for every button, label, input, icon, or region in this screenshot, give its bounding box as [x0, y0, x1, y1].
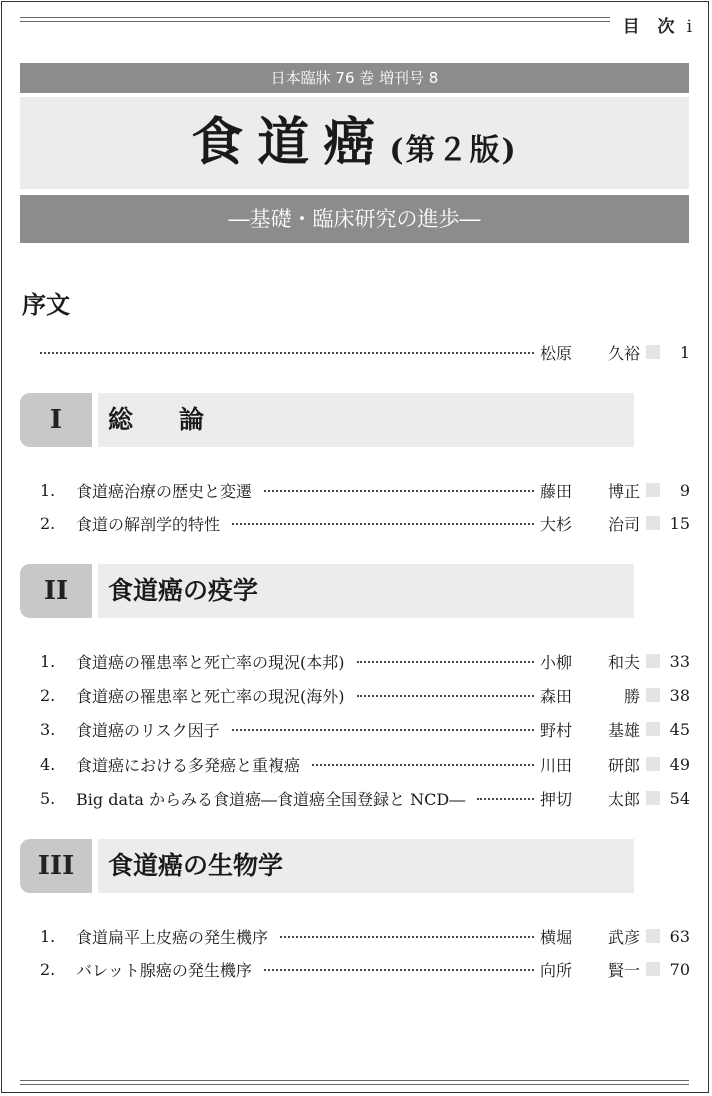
page-numeral: i — [686, 17, 692, 37]
entry-page: 54 — [669, 788, 690, 808]
dot-leader — [264, 968, 534, 971]
entry-number: 2. — [40, 959, 56, 979]
dot-leader — [280, 935, 534, 938]
marker-square — [646, 791, 660, 805]
entry-number: 3. — [40, 719, 56, 739]
marker-square — [646, 929, 660, 943]
toc-entry-preface[interactable] — [40, 340, 690, 364]
dot-leader — [264, 489, 534, 492]
entry-page: 70 — [669, 959, 690, 979]
entry-title: 食道扁平上皮癌の発生機序 — [76, 927, 269, 947]
author-given-name: 武彦 — [607, 927, 640, 947]
entry-author — [540, 650, 640, 673]
entry-page: 33 — [669, 651, 690, 671]
entry-author — [540, 684, 640, 707]
marker-square — [646, 688, 660, 702]
marker-square — [646, 757, 660, 771]
entry-author — [540, 958, 640, 981]
entry-number: 4. — [40, 754, 56, 774]
entry-title: バレット腺癌の発生機序 — [76, 960, 252, 980]
author-given-name: 賢一 — [607, 960, 640, 980]
toc-entry[interactable] — [40, 786, 690, 810]
entry-page: 1 — [679, 342, 690, 362]
entry-number: 2. — [40, 513, 56, 533]
author-given-name: 和夫 — [607, 652, 640, 672]
dot-leader — [232, 728, 534, 731]
toc-entry[interactable] — [40, 957, 690, 981]
marker-square — [646, 722, 660, 736]
entry-author — [540, 718, 640, 741]
entry-number: 1. — [40, 651, 56, 671]
header-rule — [20, 17, 610, 22]
author-given-name: 久裕 — [607, 343, 640, 363]
marker-square — [646, 654, 660, 668]
section-numeral: I — [20, 393, 92, 447]
dot-leader — [232, 522, 534, 525]
running-header — [623, 12, 692, 37]
footer-rule — [20, 1080, 689, 1085]
entry-page: 49 — [669, 754, 690, 774]
marker-square — [646, 345, 660, 359]
entry-page: 9 — [679, 480, 690, 500]
dot-leader — [312, 763, 534, 766]
entry-number: 1. — [40, 480, 56, 500]
author-family-name: 向所 — [540, 960, 573, 980]
entry-number: 5. — [40, 788, 56, 808]
entry-page: 45 — [669, 719, 690, 739]
toc-entry[interactable] — [40, 924, 690, 948]
author-family-name: 松原 — [540, 343, 573, 363]
author-given-name: 基雄 — [607, 720, 640, 740]
entry-title: 食道の解剖学的特性 — [76, 514, 221, 534]
dot-leader — [477, 797, 534, 800]
entry-title: 食道癌のリスク因子 — [76, 720, 220, 740]
entry-title: 食道癌の罹患率と死亡率の現況(海外) — [76, 686, 345, 706]
entry-author — [540, 341, 640, 364]
edition-label: (第２版) — [389, 133, 518, 168]
preface-heading: 序文 — [22, 291, 70, 319]
author-family-name: 横堀 — [540, 927, 573, 947]
subtitle-banner: ―基礎・臨床研究の進歩― — [20, 195, 689, 243]
entry-page: 63 — [669, 926, 690, 946]
entry-author — [540, 787, 640, 810]
toc-entry[interactable] — [40, 478, 690, 502]
toc-entry[interactable] — [40, 511, 690, 535]
section-title: 食道癌の疫学 — [98, 564, 634, 618]
entry-number: 2. — [40, 685, 56, 705]
author-given-name: 治司 — [607, 514, 640, 534]
author-family-name: 小柳 — [540, 652, 573, 672]
toc-entry[interactable] — [40, 683, 690, 707]
entry-title: 食道癌治療の歴史と変遷 — [76, 481, 253, 501]
author-family-name: 藤田 — [540, 481, 573, 501]
entry-title: 食道癌における多発癌と重複癌 — [76, 755, 301, 775]
author-given-name: 太郎 — [607, 789, 640, 809]
author-family-name: 川田 — [540, 755, 573, 775]
volume-banner: 日本臨牀 76 巻 増刊号 8 — [20, 63, 689, 93]
toc-entry[interactable] — [40, 717, 690, 741]
section-header-2 — [20, 564, 634, 618]
entry-author — [540, 753, 640, 776]
entry-number: 1. — [40, 926, 56, 946]
author-given-name: 博正 — [607, 481, 640, 501]
dot-leader — [357, 694, 535, 697]
marker-square — [646, 483, 660, 497]
author-family-name: 大杉 — [540, 514, 573, 534]
dot-leader — [357, 660, 535, 663]
author-given-name: 勝 — [623, 686, 640, 706]
section-title: 総論 — [98, 393, 634, 447]
toc-entry[interactable] — [40, 752, 690, 776]
section-header-3 — [20, 839, 634, 893]
entry-page: 15 — [669, 513, 690, 533]
marker-square — [646, 962, 660, 976]
title-box — [20, 97, 689, 189]
entry-author — [540, 512, 640, 535]
book-title: 食道癌 — [191, 112, 390, 173]
marker-square — [646, 516, 660, 530]
section-numeral: III — [20, 839, 92, 893]
dot-leader — [40, 351, 534, 354]
toc-entry[interactable] — [40, 649, 690, 673]
entry-title: Big data からみる食道癌―食道癌全国登録と NCD― — [76, 789, 466, 809]
author-family-name: 森田 — [540, 686, 573, 706]
entry-author — [540, 479, 640, 502]
entry-page: 38 — [669, 685, 690, 705]
section-header-1 — [20, 393, 634, 447]
section-title: 食道癌の生物学 — [98, 839, 634, 893]
running-header-label: 目 次 — [622, 17, 681, 37]
author-family-name: 押切 — [540, 789, 573, 809]
author-family-name: 野村 — [540, 720, 573, 740]
section-numeral: II — [20, 564, 92, 618]
author-given-name: 研郎 — [607, 755, 640, 775]
entry-title: 食道癌の罹患率と死亡率の現況(本邦) — [76, 652, 345, 672]
entry-author — [540, 925, 640, 948]
